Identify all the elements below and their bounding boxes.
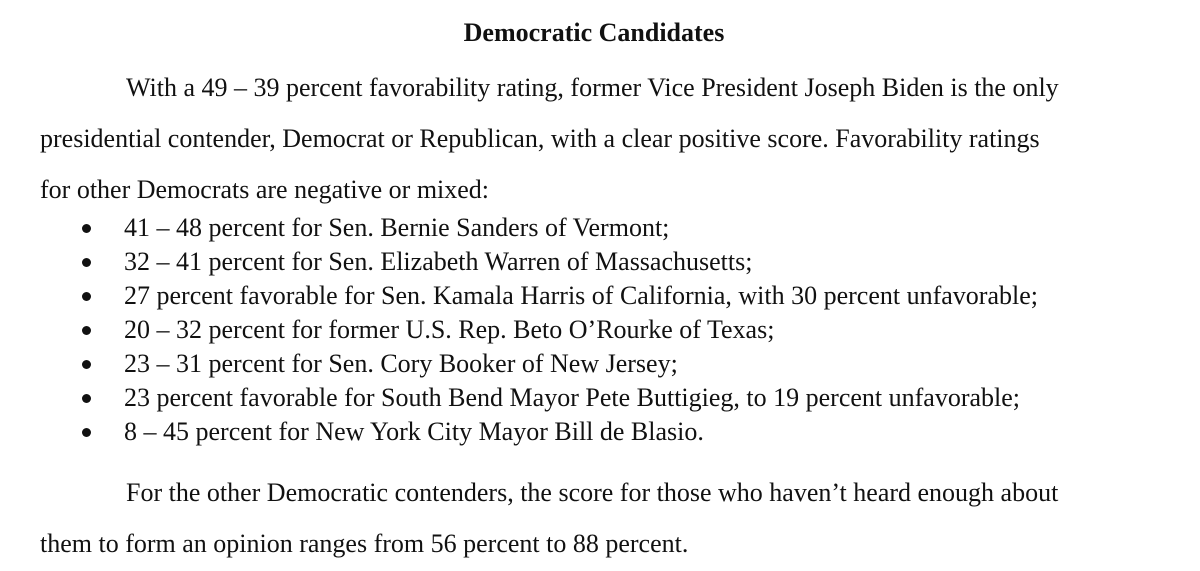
- list-item: [0, 211, 1038, 245]
- section-heading: Democratic Candidates: [463, 18, 725, 47]
- list-item-text: 41 – 48 percent for Sen. Bernie Sanders of Vermont;: [124, 213, 670, 242]
- intro-paragraph: [40, 62, 1170, 215]
- list-item-text: 32 – 41 percent for Sen. Elizabeth Warren of Massachusetts;: [124, 247, 753, 276]
- candidate-list: [0, 211, 1038, 449]
- list-item-text: 23 percent favorable for South Bend Mayor Pete Buttigieg, to 19 percent unfavorable;: [124, 383, 1021, 412]
- bullet-icon: [82, 292, 91, 301]
- bullet-icon: [82, 360, 91, 369]
- list-item: [0, 245, 1038, 279]
- list-item-text: 27 percent favorable for Sen. Kamala Harris of California, with 30 percent unfavorable;: [124, 281, 1038, 310]
- list-item: [0, 279, 1038, 313]
- paragraph-line: With a 49 – 39 percent favorability rating, former Vice President Joseph Biden is the only: [126, 73, 1059, 102]
- paragraph-line: presidential contender, Democrat or Republican, with a clear positive score. Favorability ratings: [40, 124, 1040, 153]
- bullet-icon: [82, 326, 91, 335]
- bullet-icon: [82, 224, 91, 233]
- list-item: [0, 347, 1038, 381]
- bullet-icon: [82, 394, 91, 403]
- list-item: [0, 415, 1038, 449]
- bullet-icon: [82, 428, 91, 437]
- list-item: [0, 381, 1038, 415]
- closing-paragraph: [40, 467, 1170, 569]
- bullet-icon: [82, 258, 91, 267]
- list-item-text: 23 – 31 percent for Sen. Cory Booker of New Jersey;: [124, 349, 678, 378]
- list-item-text: 8 – 45 percent for New York City Mayor Bill de Blasio.: [124, 417, 704, 446]
- list-item: [0, 313, 1038, 347]
- paragraph-line: for other Democrats are negative or mixed:: [40, 175, 490, 204]
- paragraph-line: For the other Democratic contenders, the score for those who haven’t heard enough about: [126, 478, 1059, 507]
- list-item-text: 20 – 32 percent for former U.S. Rep. Beto O’Rourke of Texas;: [124, 315, 775, 344]
- paragraph-line: them to form an opinion ranges from 56 percent to 88 percent.: [40, 529, 689, 558]
